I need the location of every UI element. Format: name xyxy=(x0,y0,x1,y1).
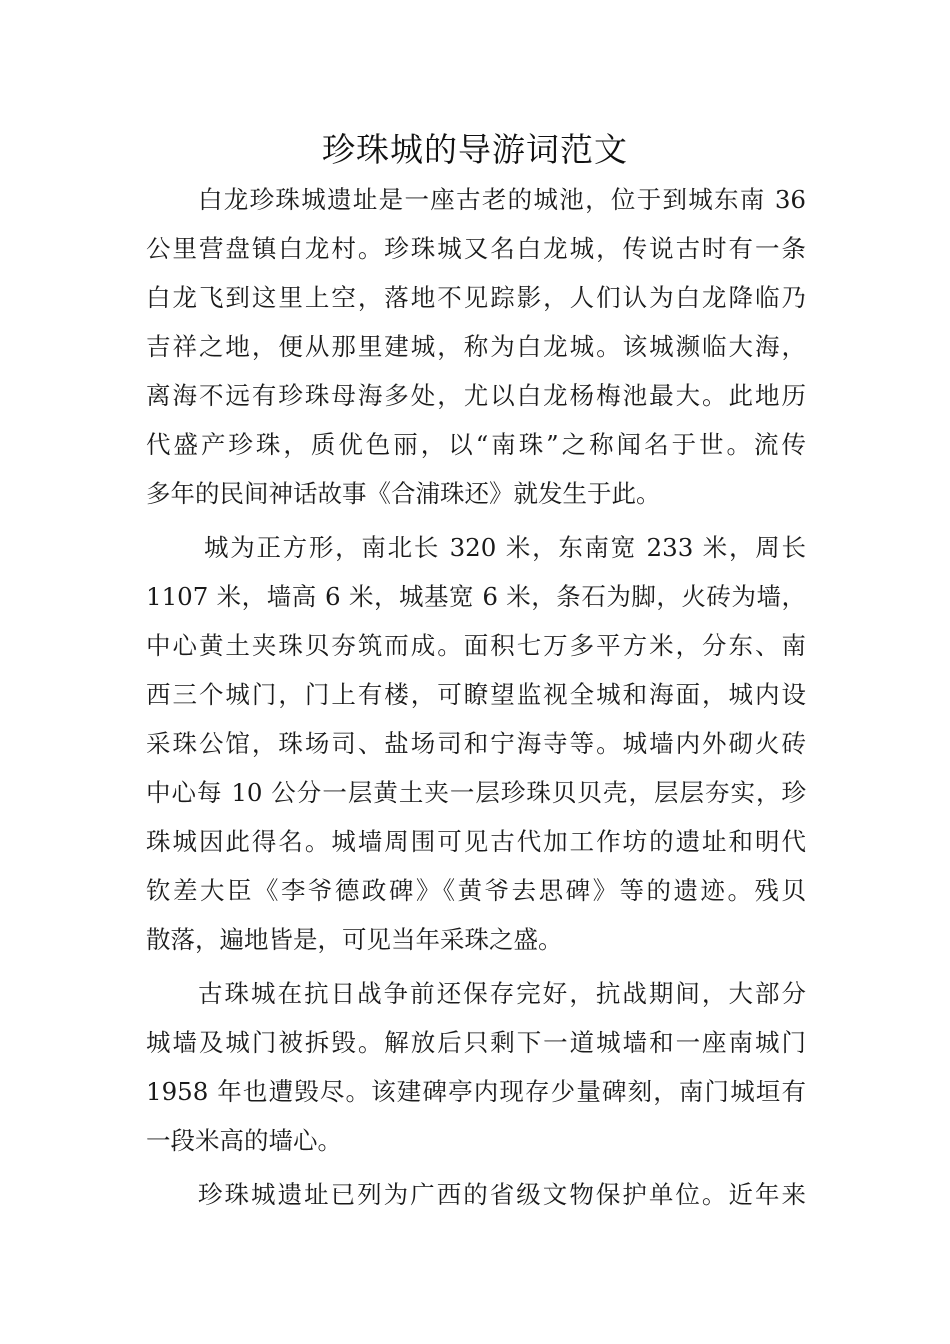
paragraph-2-line-3: 中心黄土夹珠贝夯筑而成。面积七万多平方米，分东、南 xyxy=(146,631,806,660)
paragraph-3-line-3: 1958 年也遭毁尽。该建碑亭内现存少量碑刻，南门城垣有 xyxy=(146,1077,806,1106)
paragraph-2-line-8: 钦差大臣《李爷德政碑》《黄爷去思碑》等的遗迹。残贝 xyxy=(146,876,806,905)
paragraph-3-line-2: 城墙及城门被拆毁。解放后只剩下一道城墙和一座南城门 xyxy=(146,1028,806,1057)
paragraph-1-line-1: 白龙珍珠城遗址是一座古老的城池，位于到城东南 36 xyxy=(198,185,806,214)
paragraph-2-line-1: 城为正方形，南北长 320 米，东南宽 233 米，周长 xyxy=(204,533,806,562)
paragraph-1-line-3: 白龙飞到这里上空，落地不见踪影，人们认为白龙降临乃 xyxy=(146,283,806,312)
paragraph-2-line-7: 珠城因此得名。城墙周围可见古代加工作坊的遗址和明代 xyxy=(146,827,806,856)
document-title: 珍珠城的导游词范文 xyxy=(322,130,628,169)
paragraph-4-line-1: 珍珠城遗址已列为广西的省级文物保护单位。近年来 xyxy=(198,1180,806,1209)
paragraph-3-line-1: 古珠城在抗日战争前还保存完好，抗战期间，大部分 xyxy=(198,979,806,1008)
paragraph-2-line-2: 1107 米，墙高 6 米，城基宽 6 米，条石为脚，火砖为墙， xyxy=(146,582,806,611)
paragraph-2-line-5: 采珠公馆，珠场司、盐场司和宁海寺等。城墙内外砌火砖 xyxy=(146,729,806,758)
paragraph-1-line-7: 多年的民间神话故事《合浦珠还》就发生于此。 xyxy=(146,479,661,508)
paragraph-1-line-2: 公里营盘镇白龙村。珍珠城又名白龙城，传说古时有一条 xyxy=(146,234,806,263)
paragraph-1-line-6: 代盛产珍珠，质优色丽，以“南珠”之称闻名于世。流传 xyxy=(146,430,806,459)
paragraph-2-line-6: 中心每 10 公分一层黄土夹一层珍珠贝贝壳，层层夯实，珍 xyxy=(146,778,806,807)
paragraph-3-line-4: 一段米高的墙心。 xyxy=(146,1126,342,1155)
paragraph-1-line-4: 吉祥之地，便从那里建城，称为白龙城。该城濒临大海， xyxy=(146,332,806,361)
paragraph-2-line-4: 西三个城门，门上有楼，可瞭望监视全城和海面，城内设 xyxy=(146,680,806,709)
paragraph-1-line-5: 离海不远有珍珠母海多处，尤以白龙杨梅池最大。此地历 xyxy=(146,381,806,410)
paragraph-2-line-9: 散落，遍地皆是，可见当年采珠之盛。 xyxy=(146,925,563,954)
